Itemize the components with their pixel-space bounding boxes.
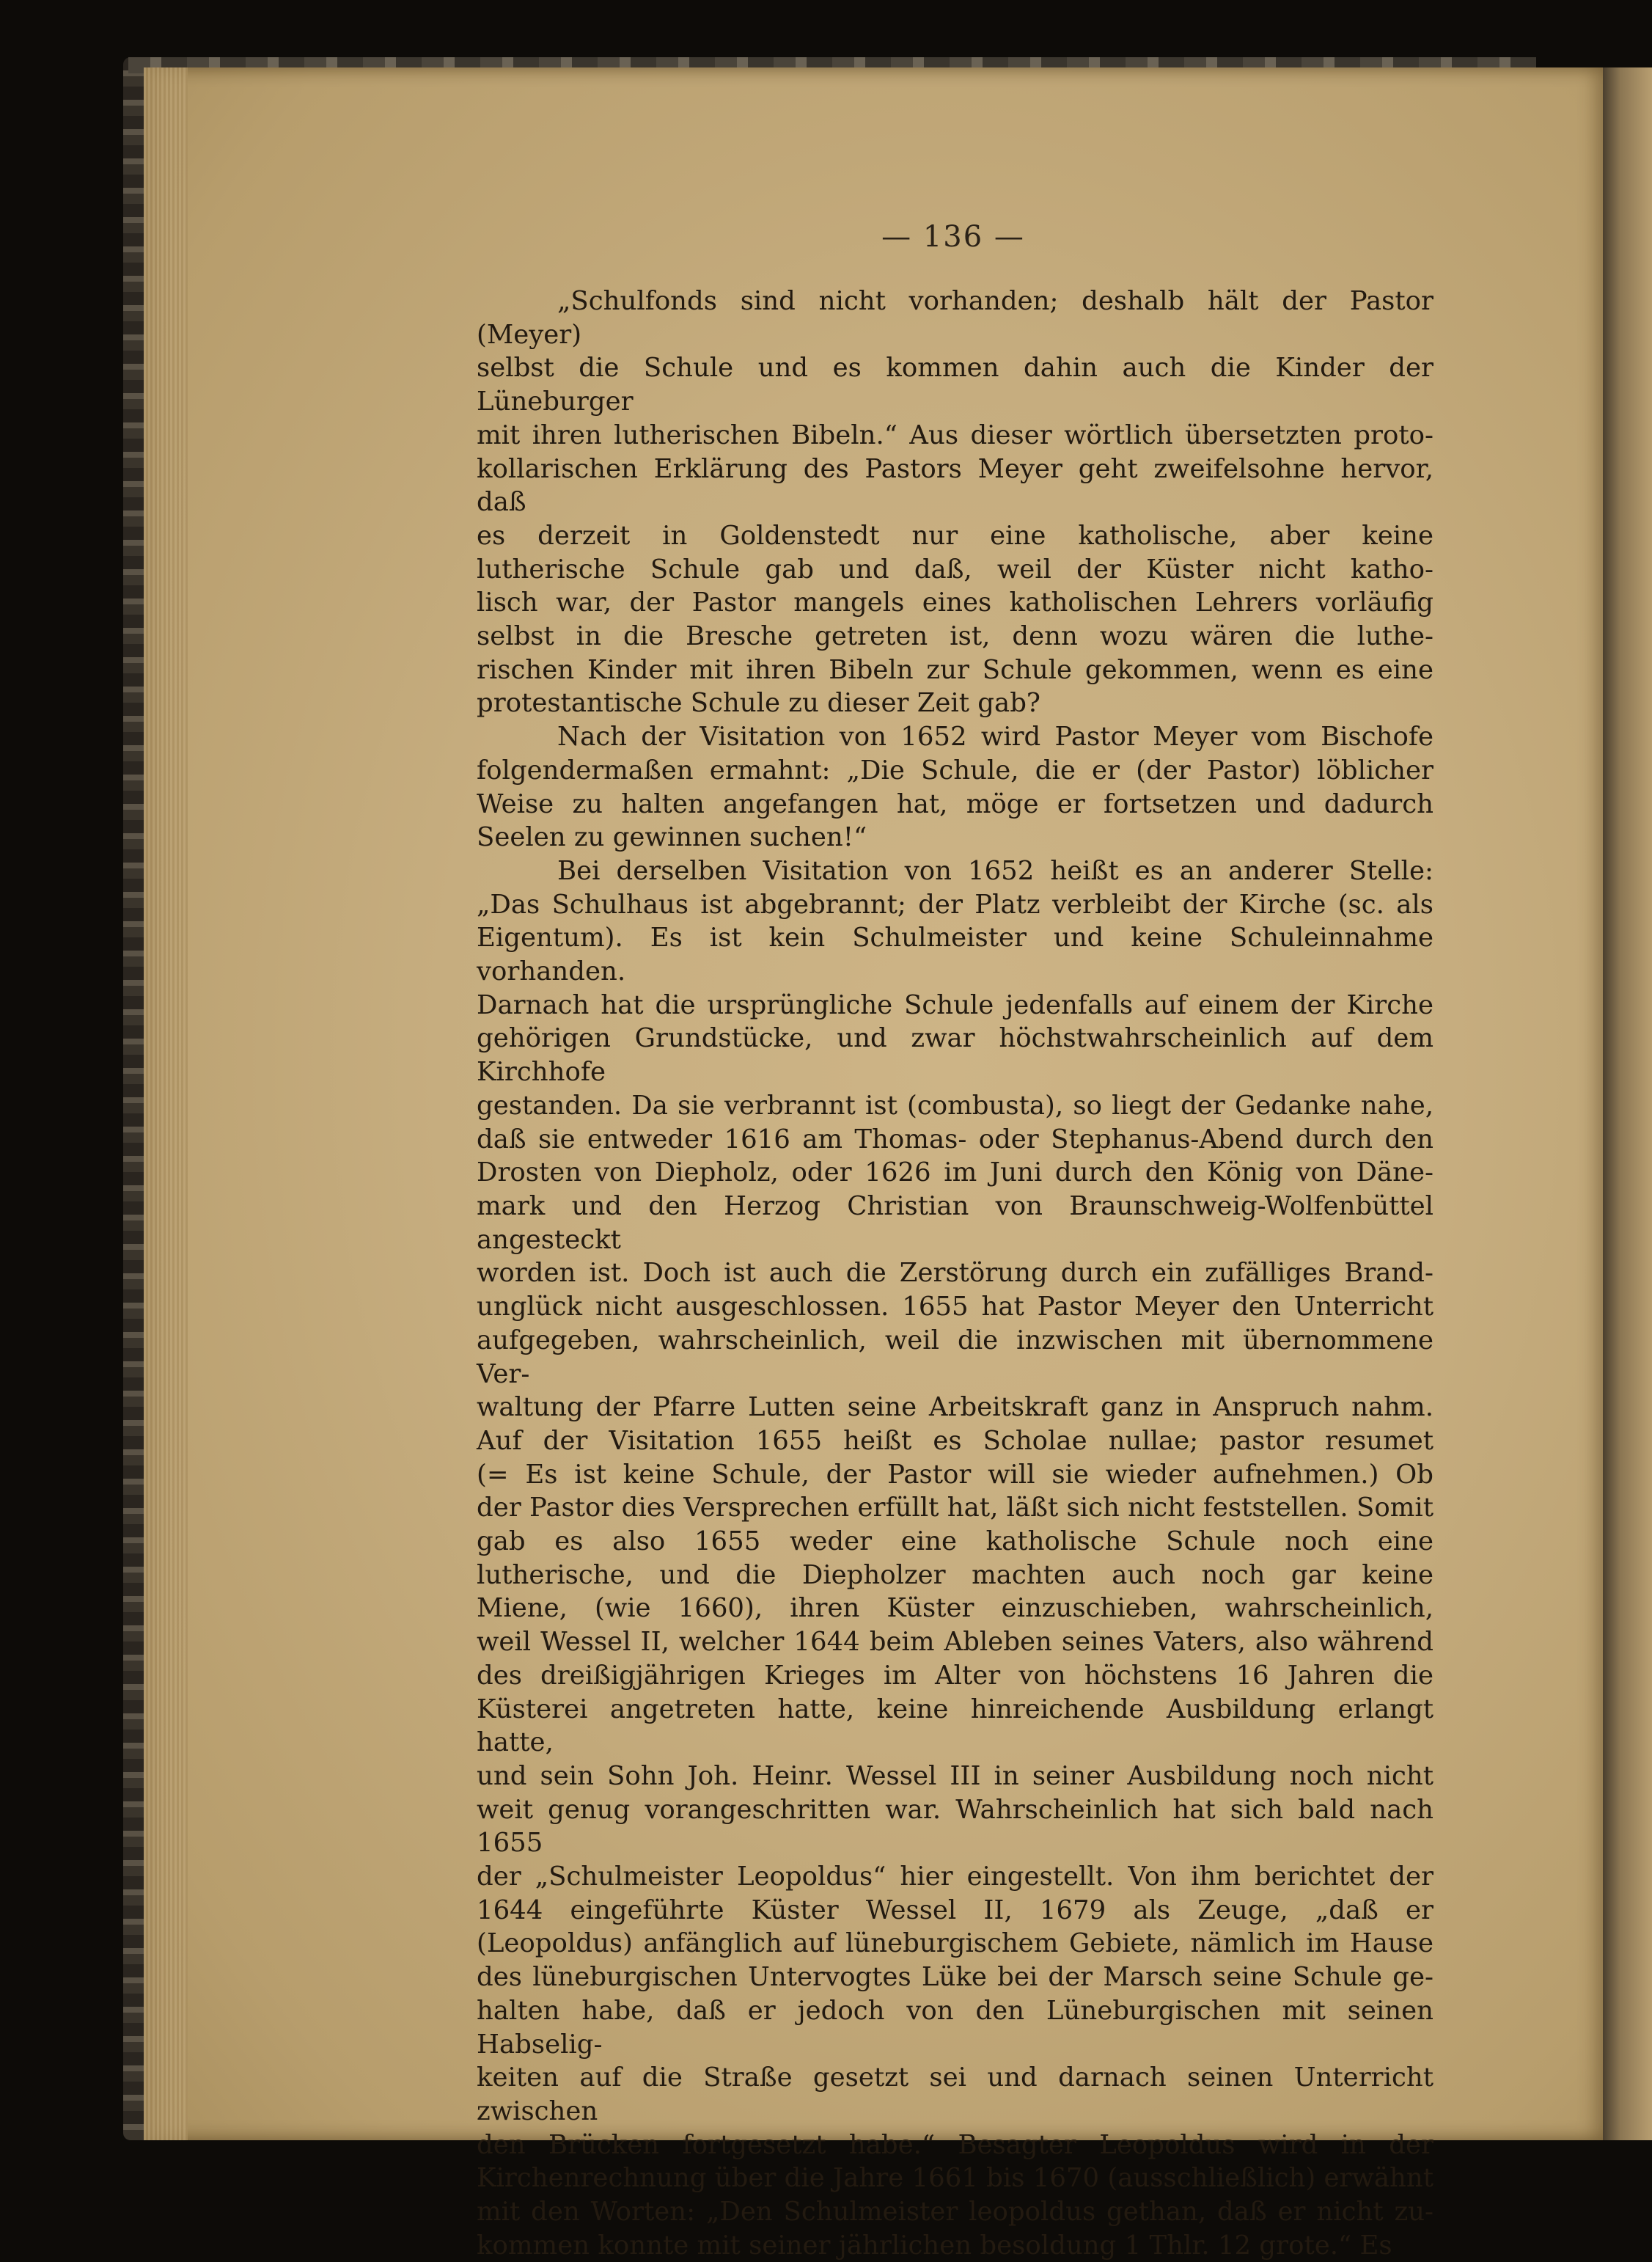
- text-line: daß sie entweder 1616 am Thomas- oder Stephanus-Abend durch den: [477, 1124, 1433, 1154]
- text-line: Miene, (wie 1660), ihren Küster einzuschieben, wahrscheinlich,: [477, 1593, 1433, 1624]
- paragraph: [477, 285, 1433, 720]
- text-line: lutherische, und die Diepholzer machten auch noch gar keine: [477, 1559, 1433, 1590]
- text-line: gab es also 1655 weder eine katholische Schule noch eine: [477, 1526, 1433, 1557]
- text-line: waltung der Pfarre Lutten seine Arbeitskraft ganz in Anspruch nahm.: [477, 1392, 1433, 1423]
- text-line: gehörigen Grundstücke, und zwar höchstwahrscheinlich auf dem Kirchhofe: [477, 1023, 1433, 1088]
- text-line: Auf der Visitation 1655 heißt es Scholae nullae; pastor resumet: [477, 1425, 1433, 1456]
- text-line: es derzeit in Goldenstedt nur eine katholische, aber keine: [477, 520, 1433, 551]
- text-line: der Pastor dies Versprechen erfüllt hat, läßt sich nicht feststellen. Somit: [477, 1493, 1433, 1523]
- text-line: Eigentum). Es ist kein Schulmeister und keine Schuleinnahme vorhanden.: [477, 923, 1433, 987]
- text-line: weit genug vorangeschritten war. Wahrscheinlich hat sich bald nach 1655: [477, 1794, 1433, 1859]
- text-line: (= Es ist keine Schule, der Pastor will sie wieder aufnehmen.) Ob: [477, 1459, 1433, 1490]
- text-line: Seelen zu gewinnen suchen!“: [477, 822, 867, 853]
- text-line: den Brücken fortgesetzt habe.“ Besagter Leopoldus wird in der: [477, 2129, 1433, 2160]
- text-line: protestantische Schule zu dieser Zeit gab?: [477, 688, 1040, 719]
- text-line: (Leopoldus) anfänglich auf lüneburgischem Gebiete, nämlich im Hause: [477, 1928, 1433, 1959]
- text-line: „Das Schulhaus ist abgebrannt; der Platz verbleibt der Kirche (sc. als: [477, 889, 1433, 920]
- text-line: mark und den Herzog Christian von Braunschweig-Wolfenbüttel angesteckt: [477, 1190, 1433, 1255]
- text-line: weil Wessel II, welcher 1644 beim Ableben seines Vaters, also während: [477, 1627, 1433, 1658]
- text-line: Weise zu halten angefangen hat, möge er fortsetzen und dadurch: [477, 788, 1433, 819]
- text-line: Nach der Visitation von 1652 wird Pastor Meyer vom Bischofe: [557, 722, 1433, 753]
- text-line: folgendermaßen ermahnt: „Die Schule, die er (der Pastor) löblicher: [477, 755, 1433, 786]
- paragraph: [477, 720, 1433, 854]
- text-line: der „Schulmeister Leopoldus“ hier eingestellt. Von ihm berichtet der: [477, 1862, 1433, 1892]
- text-line: kollarischen Erklärung des Pastors Meyer geht zweifelsohne hervor, daß: [477, 453, 1433, 518]
- text-line: Bei derselben Visitation von 1652 heißt es an anderer Stelle:: [557, 855, 1433, 886]
- text-line: kommen konnte mit seiner jährlichen besoldung 1 Thlr. 12 grote.“ Es: [477, 2230, 1392, 2261]
- paragraph: [477, 854, 1433, 2262]
- text-line: mit den Worten: „Den Schulmeister leopoldus gethan, daß er nicht zu-: [477, 2197, 1433, 2228]
- text-line: mit ihren lutherischen Bibeln.“ Aus dieser wörtlich übersetzten proto-: [477, 420, 1433, 450]
- text-line: worden ist. Doch ist auch die Zerstörung durch ein zufälliges Brand-: [477, 1258, 1433, 1289]
- text-line: gestanden. Da sie verbrannt ist (combusta), so liegt der Gedanke nahe,: [477, 1090, 1433, 1121]
- body-text: [477, 285, 1433, 2261]
- text-line: des dreißigjährigen Krieges im Alter von höchstens 16 Jahren die: [477, 1660, 1433, 1691]
- page-stack-edge: [144, 67, 188, 2140]
- facing-page-edge: [1603, 67, 1652, 2140]
- text-line: aufgegeben, wahrscheinlich, weil die inzwischen mit übernommene Ver-: [477, 1325, 1433, 1389]
- text-line: des lüneburgischen Untervogtes Lüke bei der Marsch seine Schule ge-: [477, 1962, 1433, 1993]
- text-line: keiten auf die Straße gesetzt sei und darnach seinen Unterricht zwischen: [477, 2062, 1433, 2126]
- text-line: Küsterei angetreten hatte, keine hinreichende Ausbildung erlangt hatte,: [477, 1694, 1433, 1758]
- text-line: Drosten von Diepholz, oder 1626 im Juni durch den König von Däne-: [477, 1157, 1433, 1188]
- text-line: „Schulfonds sind nicht vorhanden; deshalb hält der Pastor (Meyer): [477, 286, 1433, 350]
- text-line: selbst in die Bresche getreten ist, denn wozu wären die luthe-: [477, 621, 1433, 652]
- text-line: Darnach hat die ursprüngliche Schule jedenfalls auf einem der Kirche: [477, 989, 1433, 1020]
- text-line: selbst die Schule und es kommen dahin auch die Kinder der Lüneburger: [477, 353, 1433, 417]
- text-line: lutherische Schule gab und daß, weil der Küster nicht katho-: [477, 554, 1433, 585]
- text-line: und sein Sohn Joh. Heinr. Wessel III in seiner Ausbildung noch nicht: [477, 1760, 1433, 1791]
- text-line: Kirchenrechnung über die Jahre 1661 bis 1670 (ausschließlich) erwähnt: [477, 2163, 1433, 2194]
- page-number: — 136 —: [881, 220, 1025, 254]
- text-line: lisch war, der Pastor mangels eines katholischen Lehrers vorläufig: [477, 588, 1433, 618]
- text-line: rischen Kinder mit ihren Bibeln zur Schule gekommen, wenn es eine: [477, 654, 1433, 685]
- text-line: unglück nicht ausgeschlossen. 1655 hat Pastor Meyer den Unterricht: [477, 1292, 1433, 1322]
- text-line: halten habe, daß er jedoch von den Lüneburgischen mit seinen Habselig-: [477, 1995, 1433, 2060]
- text-line: 1644 eingeführte Küster Wessel II, 1679 als Zeuge, „daß er: [477, 1895, 1433, 1925]
